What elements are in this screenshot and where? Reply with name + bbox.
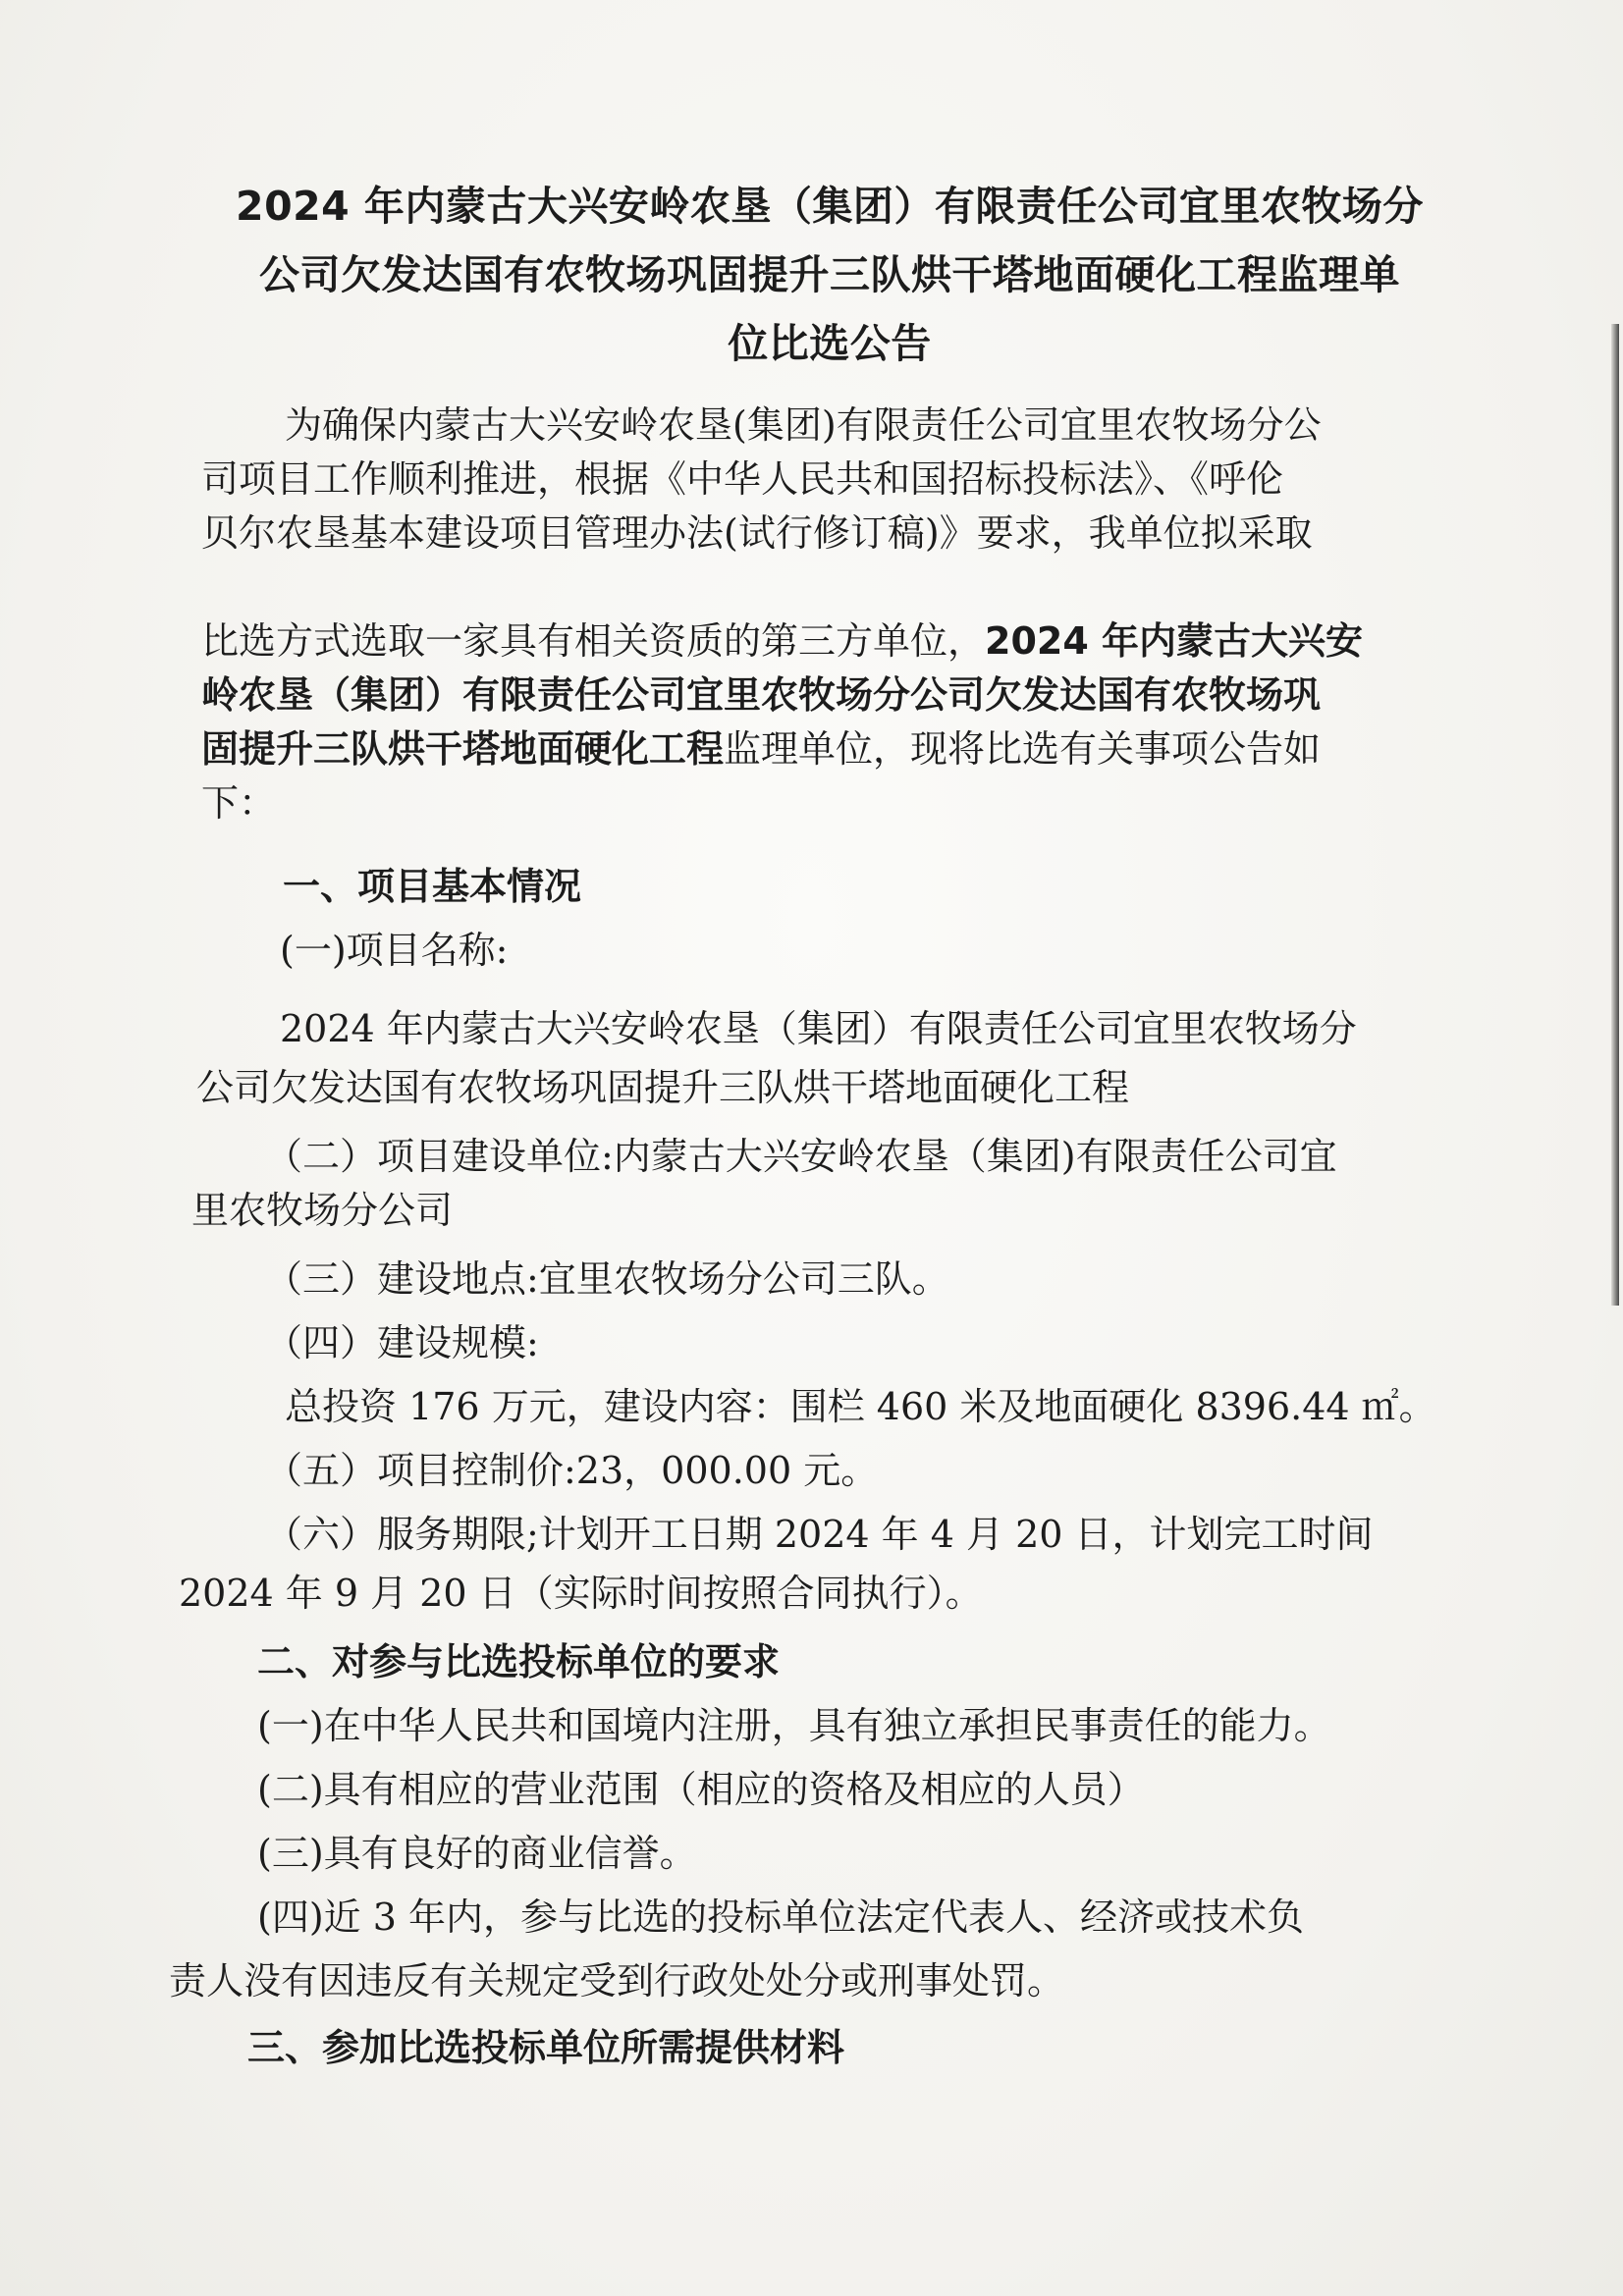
intro-line-6-normal: 监理单位，现将比选有关事项公告如 [724,727,1322,771]
intro-line-6 [201,726,1321,772]
section-1-item-1-value-line-2: 公司欠发达国有农牧场巩固提升三队烘干塔地面硬化工程 [196,1066,1130,1109]
intro-line-2: 司项目工作顺利推进，根据《中华人民共和国招标投标法》、《呼伦 [201,457,1284,501]
section-1-item-6-line-2: 2024 年 9 月 20 日（实际时间按照合同执行）。 [179,1572,983,1615]
section-1-item-4-value: 总投资 176 万元，建设内容：围栏 460 米及地面硬化 8396.44 ㎡。 [285,1385,1436,1428]
intro-line-5: 岭农垦（集团）有限责任公司宜里农牧场分公司欠发达国有农牧场巩 [201,673,1322,717]
scan-edge-shadow [1611,324,1619,1306]
title-line-2: 公司欠发达国有农牧场巩固提升三队烘干塔地面硬化工程监理单 [259,251,1400,298]
section-1-heading: 一、项目基本情况 [283,865,582,908]
section-2-requirement-4-line-2: 责人没有因违反有关规定受到行政处处分或刑事处罚。 [169,1959,1065,2002]
section-3-heading: 三、参加比选投标单位所需提供材料 [247,2026,845,2069]
section-1-item-4-label: （四）建设规模: [265,1321,539,1364]
document-title [191,172,1468,378]
section-1-item-6-line-1: （六）服务期限;计划开工日期 2024 年 4 月 20 日，计划完工时间 [265,1513,1374,1556]
section-2-requirement-1: (一)在中华人民共和国境内注册，具有独立承担民事责任的能力。 [257,1704,1331,1747]
intro-line-6-bold: 固提升三队烘干塔地面硬化工程 [201,727,725,771]
intro-line-4-normal: 比选方式选取一家具有相关资质的第三方单位， [201,619,986,663]
section-1-item-3: （三）建设地点:宜里农牧场分公司三队。 [265,1257,949,1301]
intro-line-4 [201,618,1363,664]
section-2-requirement-3: (三)具有良好的商业信誉。 [257,1832,697,1875]
section-1-item-2-line-1: （二）项目建设单位:内蒙古大兴安岭农垦（集团)有限责任公司宜 [265,1135,1337,1178]
intro-line-7: 下： [201,781,277,825]
section-1-item-5: （五）项目控制价:23，000.00 元。 [265,1449,879,1492]
section-2-heading: 二、对参与比选投标单位的要求 [257,1640,781,1683]
intro-line-4-bold: 2024 年内蒙古大兴安 [985,619,1364,663]
section-1-item-1-label: (一)项目名称: [280,929,509,972]
title-line-1: 2024 年内蒙古大兴安岭农垦（集团）有限责任公司宜里农牧场分 [236,183,1424,230]
section-2-requirement-4-line-1: (四)近 3 年内，参与比选的投标单位法定代表人、经济或技术负 [257,1896,1304,1939]
intro-line-1: 为确保内蒙古大兴安岭农垦(集团)有限责任公司宜里农牧场分公 [285,403,1322,447]
section-1-item-2-line-2: 里农牧场分公司 [191,1189,454,1232]
title-line-3: 位比选公告 [728,320,932,367]
section-2-requirement-2: (二)具有相应的营业范围（相应的资格及相应的人员） [257,1768,1145,1811]
intro-line-3: 贝尔农垦基本建设项目管理办法(试行修订稿)》要求，我单位拟采取 [201,511,1313,555]
section-1-item-1-value-line-1: 2024 年内蒙古大兴安岭农垦（集团）有限责任公司宜里农牧场分 [280,1007,1357,1050]
